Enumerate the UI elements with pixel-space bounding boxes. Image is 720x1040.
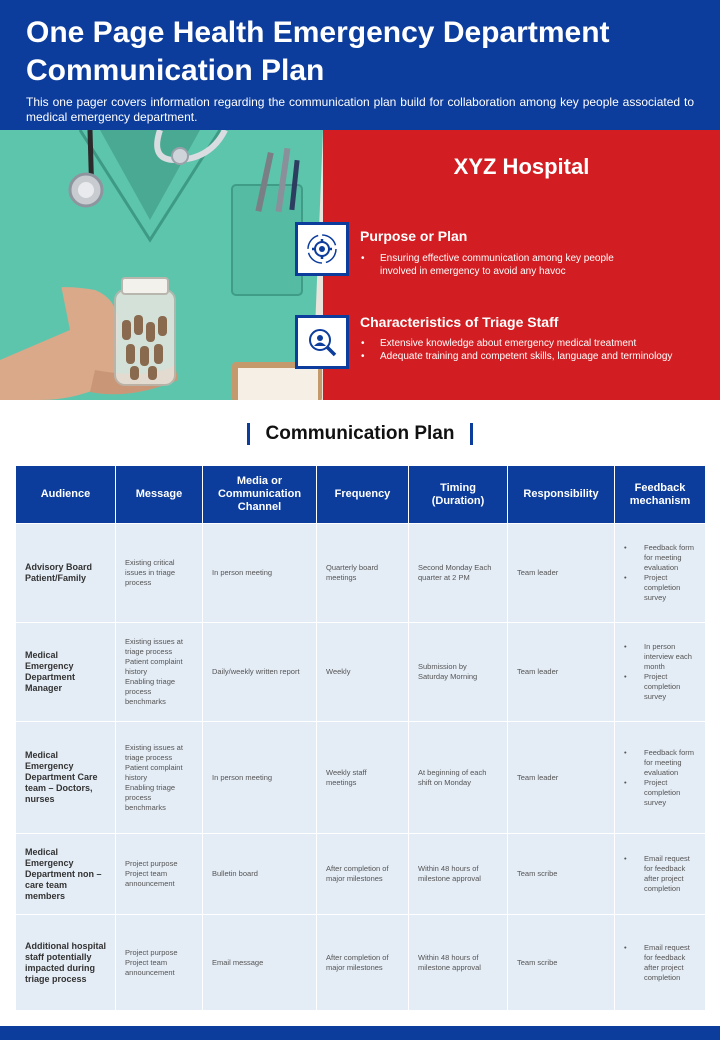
cell-channel: Daily/weekly written report [203, 623, 317, 722]
cell-feedback [615, 915, 706, 1011]
cell-message: Project purpose Project team announcement [116, 915, 203, 1011]
feedback-item: • Feedback form for meeting evaluation [624, 543, 696, 573]
cell-responsibility: Team leader [508, 524, 615, 623]
col-header-timing: Timing (Duration) [409, 466, 508, 524]
cell-feedback [615, 524, 706, 623]
feedback-item: • Project completion survey [624, 672, 696, 702]
page-title-line2: Communication Plan [26, 54, 325, 87]
col-header-message: Message [116, 466, 203, 524]
cell-responsibility: Team leader [508, 722, 615, 834]
table-header-row [16, 466, 706, 524]
table-row [16, 524, 706, 623]
cell-responsibility: Team scribe [508, 834, 615, 915]
triage-bullet: • Adequate training and competent skills, language and terminology [361, 350, 706, 363]
cell-responsibility: Team leader [508, 623, 615, 722]
cell-frequency: After completion of major milestones [317, 915, 409, 1011]
page-title [26, 14, 694, 90]
cell-message: Existing critical issues in triage process [116, 524, 203, 623]
cell-channel: In person meeting [203, 722, 317, 834]
cell-audience: Medical Emergency Department Manager [16, 623, 116, 722]
feedback-item: • Email request for feedback after project completion [624, 943, 696, 983]
table-row [16, 722, 706, 834]
hospital-info-panel [323, 130, 720, 400]
table-row [16, 915, 706, 1011]
col-header-channel: Media or Communication Channel [203, 466, 317, 524]
cell-message: Existing issues at triage process Patient complaint history Enabling triage process benchmarks [116, 722, 203, 834]
cell-channel: Bulletin board [203, 834, 317, 915]
cell-timing: Within 48 hours of milestone approval [409, 915, 508, 1011]
triage-bullet: • Extensive knowledge about emergency medical treatment [361, 337, 706, 350]
cell-audience: Medical Emergency Department Care team – Doctors, nurses [16, 722, 116, 834]
col-header-feedback: Feedback mechanism [615, 466, 706, 524]
cell-frequency: Weekly staff meetings [317, 722, 409, 834]
feedback-item: • Feedback form for meeting evaluation [624, 748, 696, 778]
cell-timing: Submission by Saturday Morning [409, 623, 508, 722]
search-person-icon [295, 315, 349, 369]
cell-feedback [615, 834, 706, 915]
feedback-item: • Project completion survey [624, 573, 696, 603]
table-row [16, 623, 706, 722]
cell-frequency: Weekly [317, 623, 409, 722]
table-row [16, 834, 706, 915]
purpose-bullets [361, 252, 621, 278]
communication-plan-table [15, 465, 706, 1011]
cell-frequency: Quarterly board meetings [317, 524, 409, 623]
cell-feedback [615, 623, 706, 722]
purpose-bullet: • Ensuring effective communication among key people involved in emergency to avoid any havoc [361, 252, 621, 278]
heading-bar-left [247, 423, 250, 445]
footer-bar [0, 1026, 720, 1040]
communication-plan-title: Communication Plan [265, 423, 455, 444]
cell-channel: In person meeting [203, 524, 317, 623]
cell-audience: Advisory Board Patient/Family [16, 524, 116, 623]
cell-responsibility: Team scribe [508, 915, 615, 1011]
cell-channel: Email message [203, 915, 317, 1011]
cell-audience: Medical Emergency Department non – care team members [16, 834, 116, 915]
feedback-item: • Project completion survey [624, 778, 696, 808]
cell-timing: Within 48 hours of milestone approval [409, 834, 508, 915]
col-header-responsibility: Responsibility [508, 466, 615, 524]
hospital-name: XYZ Hospital [453, 154, 590, 179]
cell-feedback [615, 722, 706, 834]
page-title-line1: One Page Health Emergency Department [26, 16, 610, 49]
triage-title: Characteristics of Triage Staff [360, 314, 559, 330]
heading-bar-right [470, 423, 473, 445]
page-subtitle: This one pager covers information regarding the communication plan build for collaboration among key people associated to medical emergency department. [26, 95, 694, 124]
feedback-item: • In person interview each month [624, 642, 696, 672]
header-banner [0, 0, 720, 130]
cell-timing: Second Monday Each quarter at 2 PM [409, 524, 508, 623]
nurse-photo [0, 130, 323, 400]
hero-section [0, 130, 720, 400]
cell-timing: At beginning of each shift on Monday [409, 722, 508, 834]
cell-message: Existing issues at triage process Patient complaint history Enabling triage process benchmarks [116, 623, 203, 722]
feedback-item: • Email request for feedback after project completion [624, 854, 696, 894]
gear-cycle-icon [295, 222, 349, 276]
triage-bullets [361, 337, 706, 363]
purpose-title: Purpose or Plan [360, 228, 468, 244]
cell-audience: Additional hospital staff potentially impacted during triage process [16, 915, 116, 1011]
communication-plan-heading [0, 422, 720, 446]
cell-message: Project purpose Project team announcement [116, 834, 203, 915]
cell-frequency: After completion of major milestones [317, 834, 409, 915]
col-header-audience: Audience [16, 466, 116, 524]
col-header-frequency: Frequency [317, 466, 409, 524]
